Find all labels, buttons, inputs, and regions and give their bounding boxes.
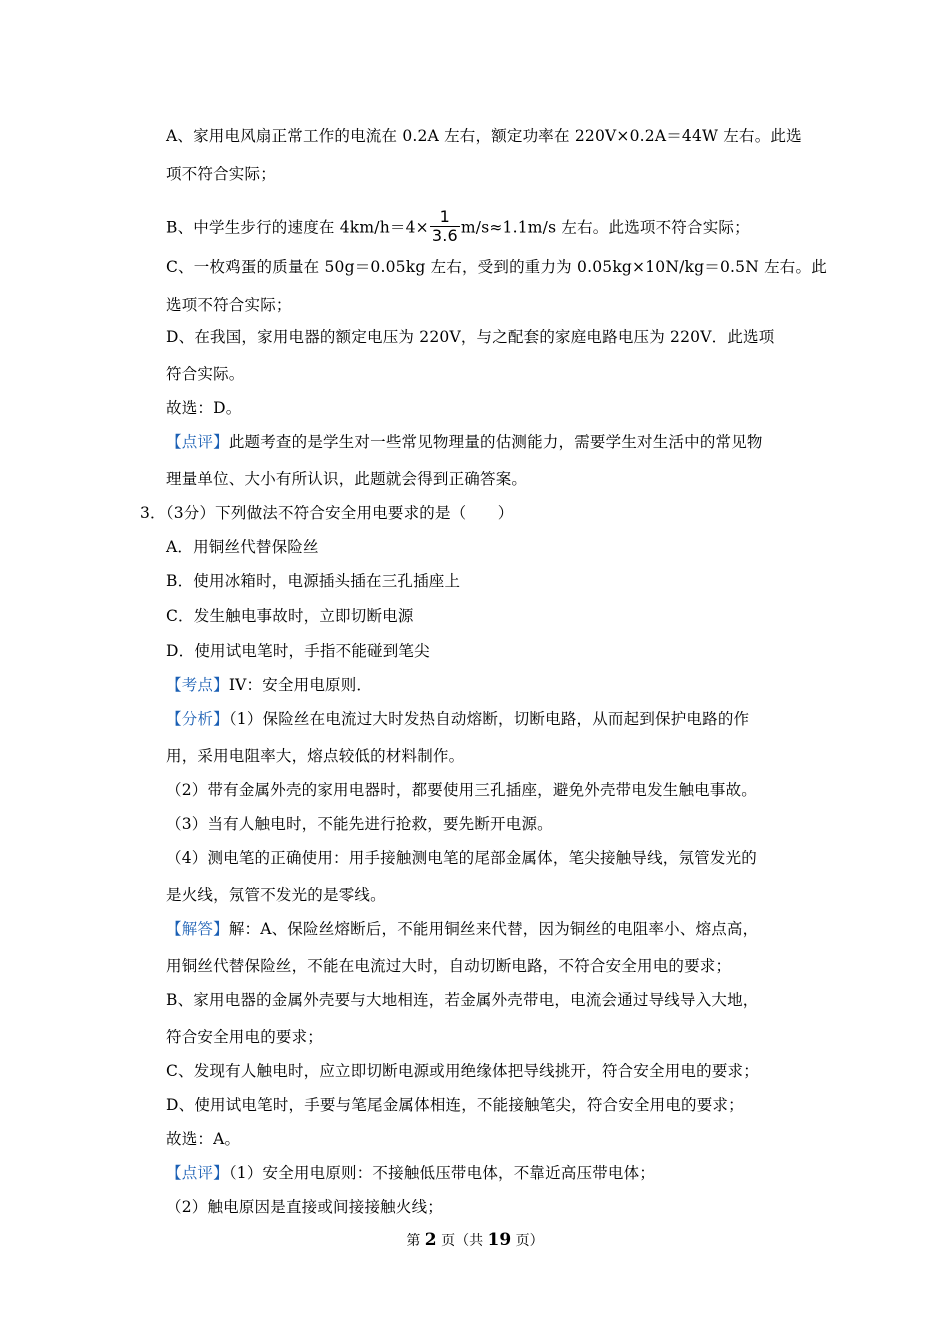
footer-prefix: 第 (406, 1233, 421, 1249)
footer-mid: 页（共 (441, 1233, 484, 1249)
jieda-line-1 (166, 919, 758, 939)
page-footer (0, 1230, 950, 1251)
fenxi-line-1 (166, 709, 749, 729)
option-b-text-post: m/s≈1.1m/s 左右。此选项不符合实际； (460, 218, 750, 237)
jieda-line-5: C、发现有人触电时，应立即切断电源或用绝缘体把导线挑开，符合安全用电的要求； (166, 1062, 759, 1080)
answer-line-1: 故选：D。 (166, 399, 242, 417)
fenxi-line-4: （3）当有人触电时，不能先进行抢救，要先断开电源。 (166, 815, 553, 833)
review-1-line-2: 理量单位、大小有所认识，此题就会得到正确答案。 (166, 470, 528, 488)
review-tag: 【点评】 (166, 433, 229, 451)
footer-total-pages: 19 (487, 1230, 512, 1250)
fenxi-text: （1）保险丝在电流过大时发热自动熔断，切断电路，从而起到保护电路的作 (228, 710, 750, 728)
fraction-denominator: 3.6 (431, 226, 458, 245)
jieda-line-3: B、家用电器的金属外壳要与大地相连，若金属外壳带电，电流会通过导线导入大地， (166, 991, 759, 1009)
option-c-line-2: 选项不符合实际； (166, 296, 292, 314)
jieda-text: 解：A、保险丝熔断后，不能用铜丝来代替，因为铜丝的电阻率小、熔点高， (228, 920, 759, 938)
review-2-line-1 (166, 1163, 655, 1183)
option-b-line (166, 207, 750, 247)
option-d-line-2: 符合实际。 (166, 365, 245, 383)
jieda-tag: 【解答】 (166, 920, 229, 938)
review-2-tag: 【点评】 (166, 1164, 229, 1182)
option-a-line-2: 项不符合实际； (166, 165, 276, 183)
jieda-line-4: 符合安全用电的要求； (166, 1028, 324, 1046)
jieda-line-2: 用铜丝代替保险丝，不能在电流过大时，自动切断电路，不符合安全用电的要求； (166, 957, 732, 975)
footer-suffix: 页） (515, 1233, 544, 1249)
option-c-line-1: C、一枚鸡蛋的质量在 50g＝0.05kg 左右，受到的重力为 0.05kg×10N/kg＝0.5N 左右。此 (166, 258, 827, 276)
question-3-option-d: D．使用试电笔时，手指不能碰到笔尖 (166, 642, 430, 660)
fenxi-line-3: （2）带有金属外壳的家用电器时，都要使用三孔插座，避免外壳带电发生触电事故。 (166, 781, 757, 799)
fraction-numerator: 1 (439, 207, 451, 226)
question-3-option-b: B．使用冰箱时，电源插头插在三孔插座上 (166, 572, 461, 590)
kaodian-tag: 【考点】 (166, 676, 229, 694)
fenxi-tag: 【分析】 (166, 710, 229, 728)
question-3-option-a: A．用铜丝代替保险丝 (166, 538, 319, 556)
fenxi-line-6: 是火线，氖管不发光的是零线。 (166, 886, 386, 904)
option-b-text-pre: B、中学生步行的速度在 4km/h＝4× (166, 218, 429, 237)
question-3: 3．（3分）下列做法不符合安全用电要求的是（ ） (140, 504, 514, 522)
kaodian-text: IV：安全用电原则． (228, 676, 373, 694)
fraction (430, 208, 460, 245)
jieda-line-6: D、使用试电笔时，手要与笔尾金属体相连，不能接触笔尖，符合安全用电的要求； (166, 1096, 744, 1114)
review-2-text: （1）安全用电原则：不接触低压带电体，不靠近高压带电体； (228, 1164, 656, 1182)
review-text: 此题考查的是学生对一些常见物理量的估测能力，需要学生对生活中的常见物 (228, 433, 763, 451)
footer-page-number: 2 (424, 1230, 437, 1250)
option-a-line-1: A、家用电风扇正常工作的电流在 0.2A 左右，额定功率在 220V×0.2A＝44W 左右。此选 (166, 127, 802, 145)
option-d-line-1: D、在我国，家用电器的额定电压为 220V，与之配套的家庭电路电压为 220V．此选项 (166, 328, 775, 346)
answer-line-2: 故选：A。 (166, 1130, 241, 1148)
kaodian-line (166, 675, 372, 695)
review-1-line-1 (166, 432, 763, 452)
fenxi-line-2: 用，采用电阻率大，熔点较低的材料制作。 (166, 747, 465, 765)
fenxi-line-5: （4）测电笔的正确使用：用手接触测电笔的尾部金属体，笔尖接触导线，氖管发光的 (166, 849, 757, 867)
review-2-line-2: （2）触电原因是直接或间接接触火线； (166, 1198, 443, 1216)
question-3-option-c: C．发生触电事故时，立即切断电源 (166, 607, 414, 625)
